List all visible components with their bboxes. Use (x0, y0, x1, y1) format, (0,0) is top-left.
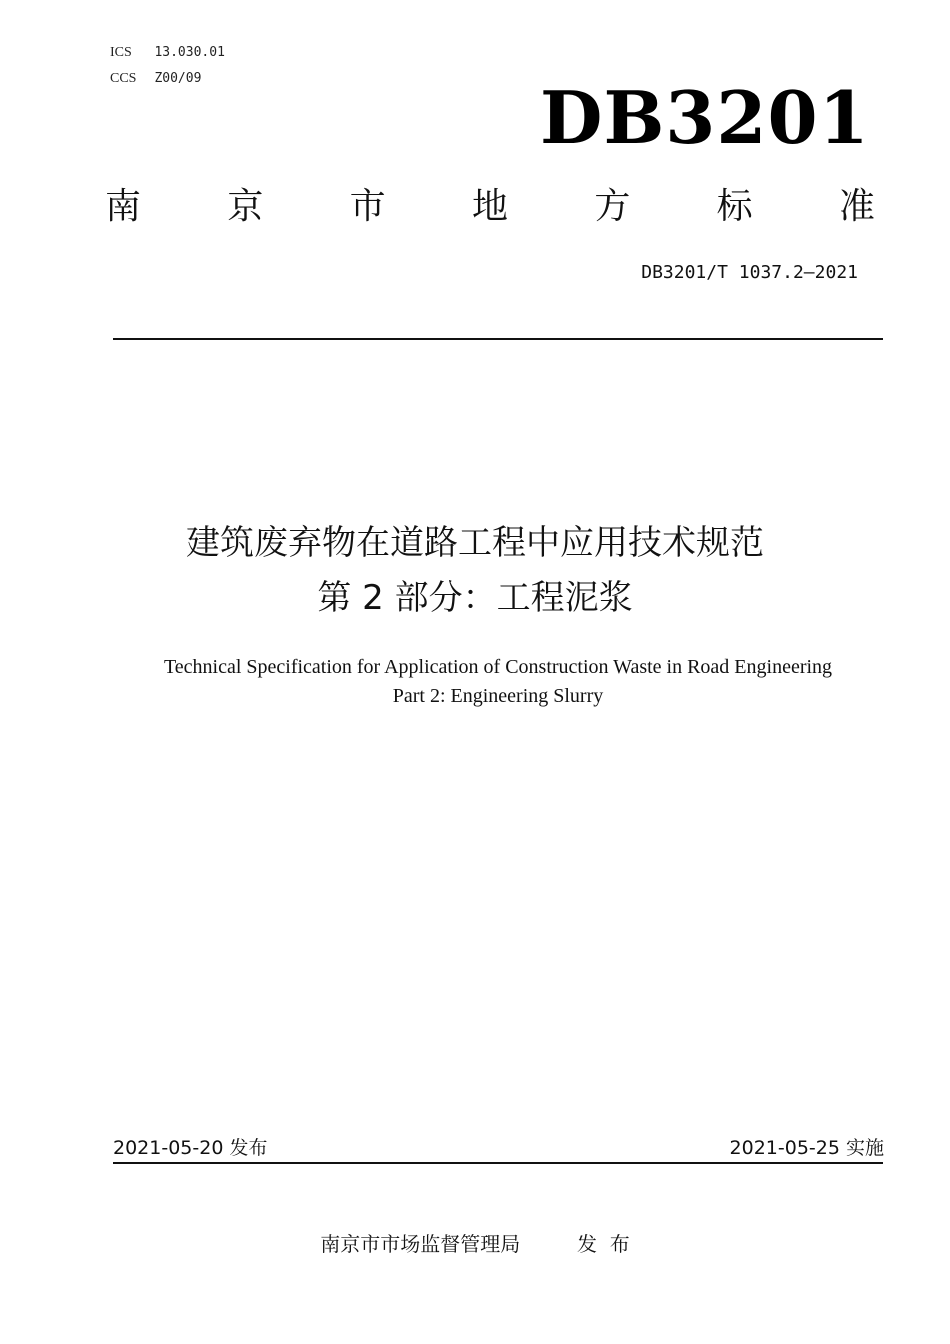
standard-type-char: 标 (716, 186, 753, 227)
header-divider (113, 338, 883, 340)
ccs-row (110, 70, 201, 87)
ccs-value: Z00/09 (154, 71, 202, 86)
footer-divider (113, 1162, 883, 1164)
ics-label: ICS (110, 45, 132, 60)
standard-type-char: 市 (349, 186, 386, 227)
ics-value: 13.030.01 (154, 45, 225, 60)
standard-type-char: 京 (227, 186, 264, 227)
ics-row (110, 44, 225, 61)
db-logo: DB3201 (540, 75, 870, 160)
title-cn-line2: 第 2 部分：工程泥浆 (317, 578, 633, 618)
standard-type-char: 南 (105, 186, 142, 227)
standard-type-char: 准 (838, 186, 875, 227)
standard-type-char: 方 (594, 186, 631, 227)
standard-number: DB3201/T 1037.2—2021 (641, 262, 858, 283)
issuer-name: 南京市市场监督管理局 (320, 1232, 521, 1256)
title-en-line1: Technical Specification for Application of Construction Waste in Road Engineering (163, 656, 833, 678)
title-en-line2: Part 2: Engineering Slurry (392, 685, 604, 707)
ccs-label: CCS (110, 71, 137, 86)
standard-type (105, 185, 875, 229)
standard-type-char: 地 (471, 186, 508, 227)
issuer (0, 1228, 950, 1257)
publish-date: 2021-05-20 发布 (113, 1137, 268, 1159)
issuer-action: 发 布 (577, 1232, 630, 1256)
implement-date: 2021-05-25 实施 (729, 1137, 884, 1159)
title-cn-line1: 建筑废弃物在道路工程中应用技术规范 (186, 523, 764, 563)
